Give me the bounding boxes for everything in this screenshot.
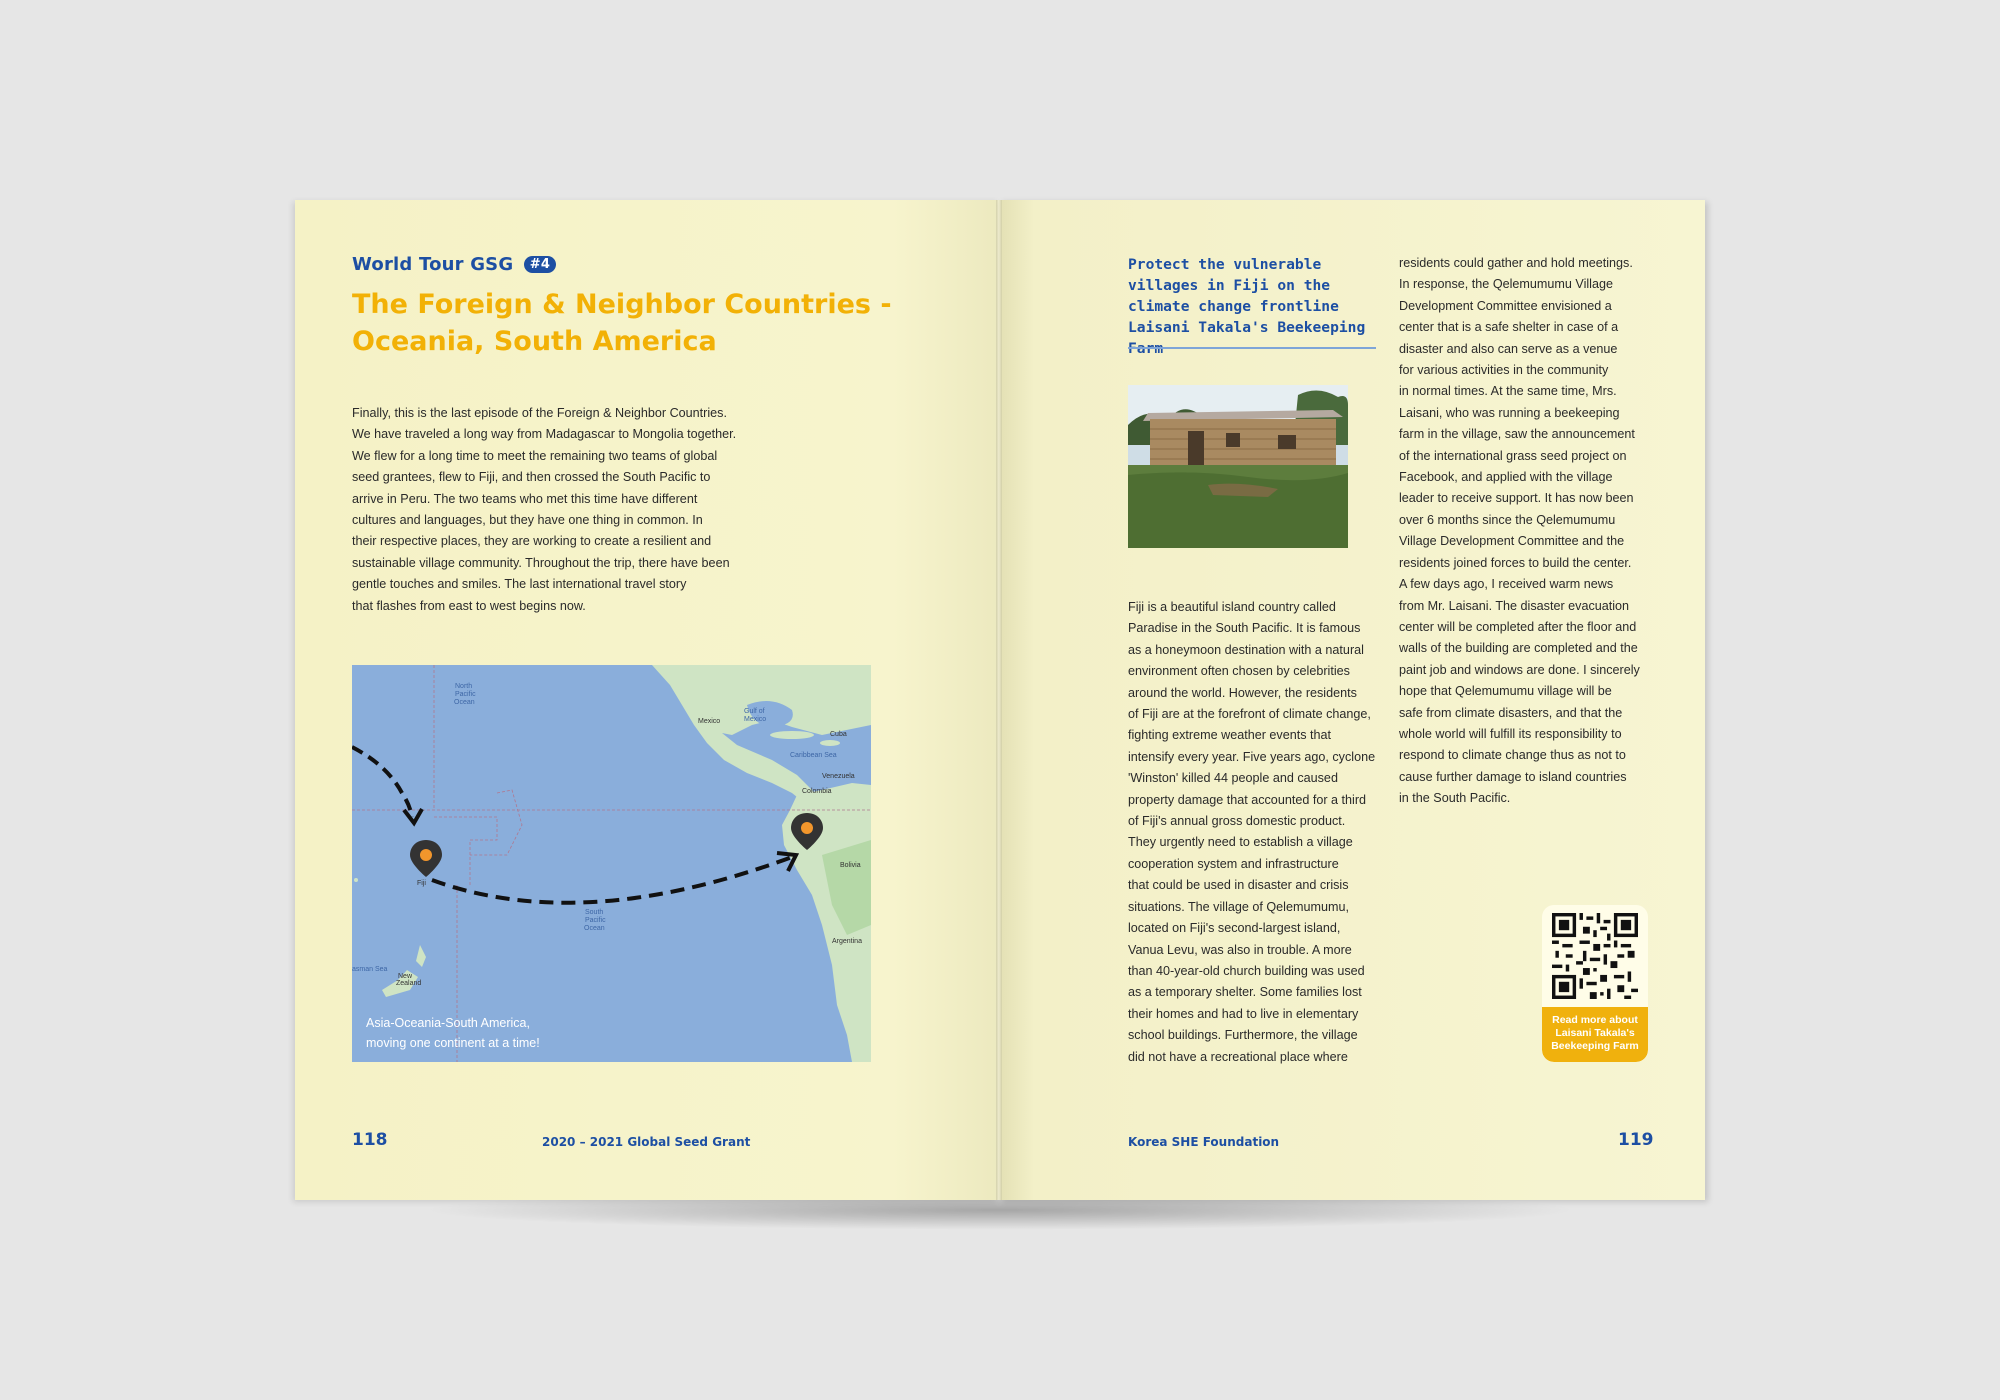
map-label-colombia: Colombia — [802, 788, 832, 795]
article-column-2: residents could gather and hold meetings. In response, the Qelemumumu Village Development Committee envisioned a center that is a safe shelter in case of a disaster and also can serve as a venue for various activities in the community in normal times. At the same time, Mrs. Laisani, who was running a beekeeping farm in the village, saw the announcement of the international grass seed project on Facebook, and applied with the village leader to receive support. It has now been over 6 months since the Qelemumumu Village Development Committee and the residents joined forces to build the center. A few days ago, I received warm news from Mr. Laisani. The disaster evacuation center will be completed after the floor and walls of the building are completed and the paint job and windows are done. I sincerely hope that Qelemumumu village will be safe from climate disasters, and that the whole world will fulfill its responsibility to respond to climate change thus as not to cause further damage to island countries in the South Pacific. — [1399, 256, 1640, 806]
running-footer-right: Korea SHE Foundation — [1128, 1135, 1280, 1149]
book-spine — [996, 200, 1002, 1200]
route-map — [352, 665, 871, 1062]
svg-text:Ocean: Ocean — [454, 699, 475, 706]
qr-code-icon — [1552, 913, 1638, 999]
map-label-cuba: Cuba — [830, 731, 847, 738]
page-title: The Foreign & Neighbor Countries - Oceania, South America — [352, 289, 892, 357]
page-number-right: 119 — [1618, 1130, 1654, 1150]
article-subheading: Protect the vulnerable villages in Fiji on the climate change frontline Laisani Takala's Beekeeping — [1128, 256, 1366, 336]
article-column-1: Fiji is a beautiful island country called Paradise in the South Pacific. It is famous as a honeymoon destination with a natural environment often chosen by celebrities around the world. However, the residents of Fiji are at the forefront of climate change, fighting extreme weather events that intensify every year. Five years ago, cyclone 'Winston' killed 44 people and caused property damage that accounted for a third of Fiji's annual gross domestic product. They urgently need to establish a village cooperation system and infrastructure that could be used in disaster and crisis situations. The village of Qelemumumu, located on Fiji's second-largest island, Vanua Levu, was also in trouble. A more than 40-year-old church building was used as a temporary shelter. Some families lost their homes and had to live in elementary school buildings. Furthermore, the village did not have a recreational place where — [1128, 600, 1376, 1064]
svg-text:Ocean: Ocean — [584, 925, 605, 932]
svg-text:Pacific: Pacific — [585, 917, 606, 924]
map-label-fiji: Fiji — [417, 880, 426, 887]
map-graphic — [352, 665, 871, 1062]
map-label-tasman-sea: asman Sea — [352, 966, 388, 973]
map-label-argentina: Argentina — [832, 938, 862, 945]
map-label-north-pacific: North — [455, 683, 473, 690]
map-caption: Asia-Oceania-South America, moving one continent at a time! — [366, 1016, 540, 1050]
intro-paragraph: Finally, this is the last episode of the Foreign & Neighbor Countries. We have traveled a long way from Madagascar to Mongolia together. We flew for a long time to meet the remaining two teams of global seed grantees, flew to Fiji, and then crossed the South Pacific to arrive in Peru. The two teams who met this time have different cultures and languages, but they have one thing in common. In their respective places, they are working to create a resilient and sustainable village community. Throughout the trip, there have been gentle touches and smiles. The last international travel story that flashes from east to west begins now. — [352, 406, 737, 613]
map-label-caribbean: Caribbean Sea — [790, 752, 837, 759]
map-label-gulf-mexico: Gulf of — [744, 708, 765, 715]
village-center-photo — [1128, 385, 1348, 548]
map-label-bolivia: Bolivia — [840, 862, 861, 869]
svg-text:Pacific: Pacific — [455, 691, 476, 698]
qr-code-label[interactable]: Read more about Laisani Takala's Beekeeping Farm — [1542, 1007, 1648, 1062]
page-number-left: 118 — [352, 1130, 388, 1150]
svg-text:Zealand: Zealand — [396, 980, 422, 987]
subheading-rule — [1128, 347, 1376, 349]
map-label-venezuela: Venezuela — [822, 773, 855, 780]
map-label-mexico: Mexico — [698, 718, 721, 725]
episode-badge: #4 — [524, 256, 556, 273]
svg-text:Mexico: Mexico — [744, 716, 767, 723]
map-label-south-pacific: South — [585, 909, 604, 916]
qr-code-link[interactable] — [1542, 905, 1648, 1062]
running-footer-left: 2020 – 2021 Global Seed Grant — [542, 1135, 751, 1149]
section-kicker — [352, 254, 556, 275]
kicker-label: World Tour GSG — [352, 254, 514, 275]
map-label-new-zealand: New — [398, 973, 413, 980]
